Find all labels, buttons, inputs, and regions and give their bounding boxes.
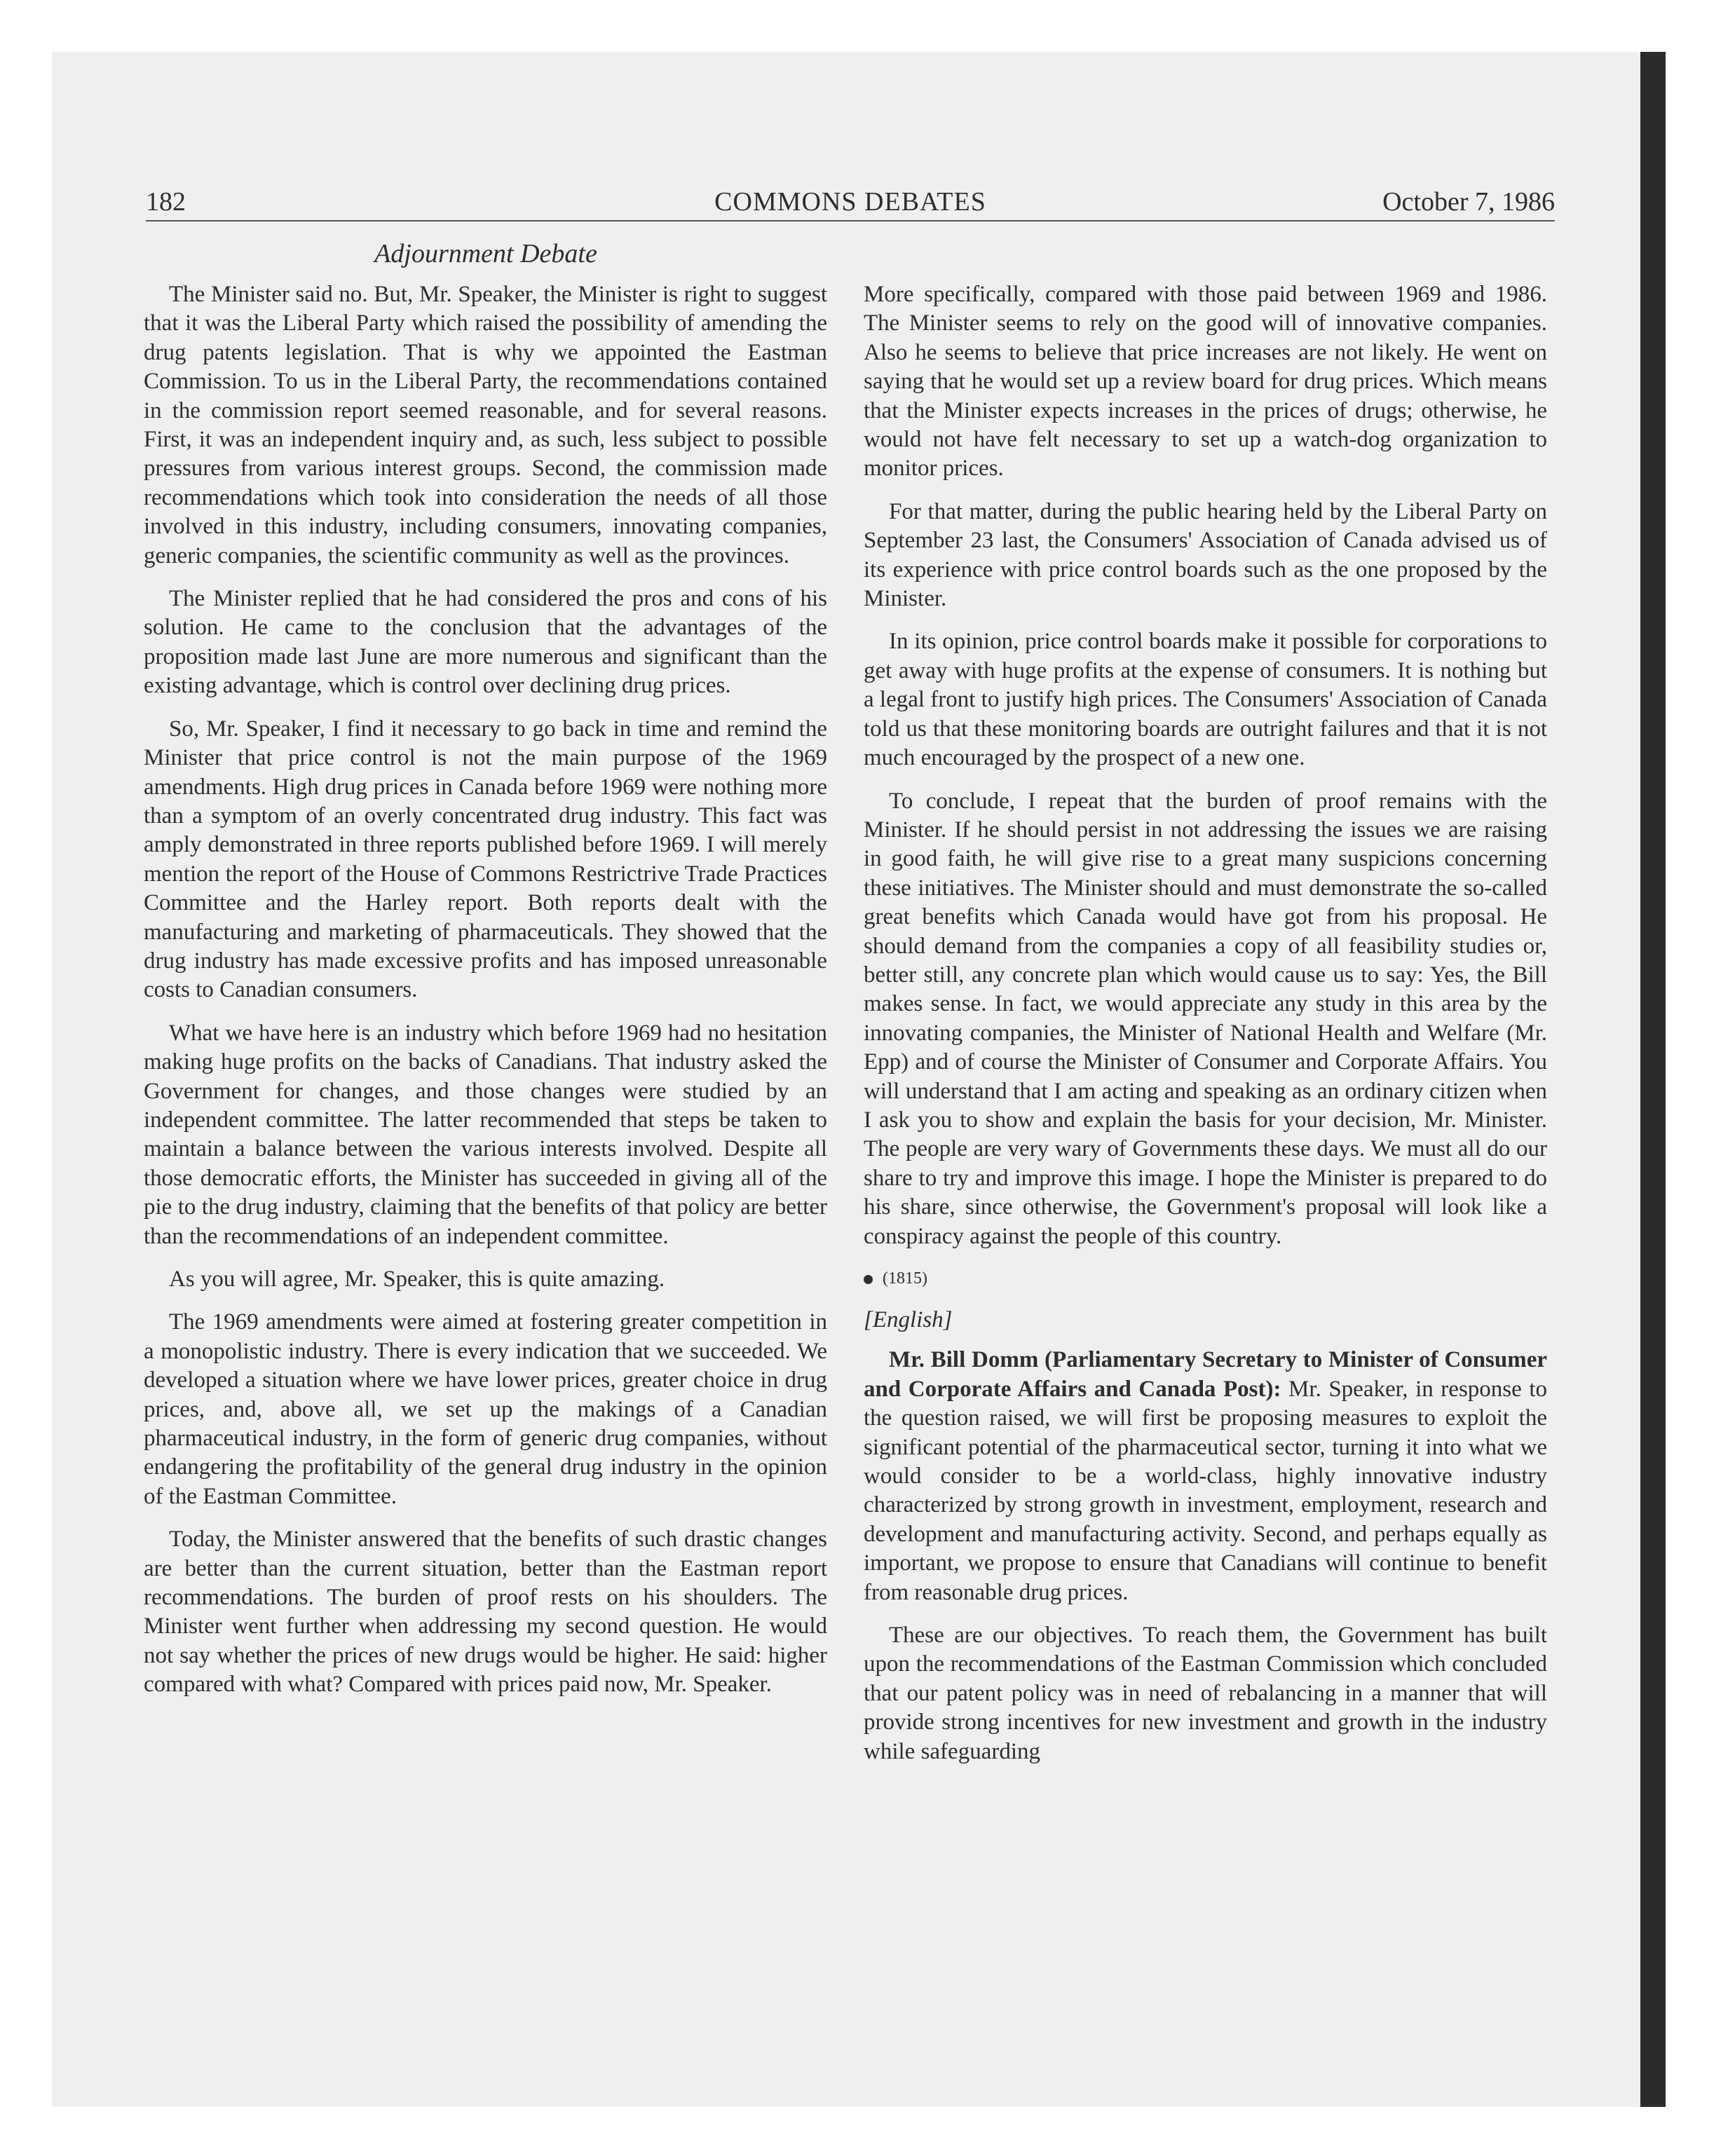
speaker-paragraph bbox=[864, 1346, 1547, 1607]
paragraph: The Minister replied that he had considered the pros and cons of his solution. He came to the conclusion that the advantages of the proposition made last June are more numerous and significant than the existing advantage, which is control over declining drug prices. bbox=[144, 586, 827, 699]
paragraph: The Minister said no. But, Mr. Speaker, the Minister is right to suggest that it was the Liberal Party which raised the possibility of amending the drug patents legislation. That is why we appointed the Eastman Commission. To us in the Liberal Party, the recommendations contained in the commission report seemed reasonable, and for several reasons. First, it was an independent inquiry and, as such, less subject to possible pressures from various interest groups. Second, the commission made recommendations which took into consideration the needs of all those involved in this industry, including consumers, innovating companies, generic companies, the scientific community as well as the provinces. bbox=[144, 282, 827, 568]
paragraph: These are our objectives. To reach them, the Government has built upon the recommendations of the Eastman Commission which concluded that our patent policy was in need of rebalancing in a manner that will provide strong incentives for new investment and growth in the industry while safeguarding bbox=[864, 1623, 1547, 1764]
page-header bbox=[146, 185, 1555, 221]
right-column bbox=[864, 280, 1547, 1780]
paragraph: Today, the Minister answered that the benefits of such drastic changes are better than the current situation, better than the Eastman report recommendations. The burden of proof rests on his shoulders. The Minister went further when addressing my second question. He would not say whether the prices of new drugs would be higher. He said: higher compared with what? Compared with prices paid now, Mr. Speaker. bbox=[144, 1527, 827, 1698]
page-date: October 7, 1986 bbox=[1382, 187, 1555, 217]
paragraph: As you will agree, Mr. Speaker, this is quite amazing. bbox=[169, 1267, 665, 1292]
paragraph: To conclude, I repeat that the burden of proof remains with the Minister. If he should persist in not addressing the issues we are raising in good faith, he will give rise to a great many suspicions concerning these initiatives. The Minister should and must demonstrate the so-called great benefits which Canada would have got from his proposal. He should demand from the companies a copy of all feasibility studies or, better still, any concrete plan which would cause us to say: Yes, the Bill makes sense. In fact, we would appreciate any study in this area by the innovating companies, the Minister of National Health and Welfare (Mr. Epp) and of course the Minister of Consumer and Corporate Affairs. You will understand that I am acting and speaking as an ordinary citizen when I ask you to show and explain the basis for your decision, Mr. Minister. The people are very wary of Governments these days. We must all do our share to try and improve this image. I hope the Minister is prepared to do his share, since otherwise, the Government's proposal will look like a conspiracy against the people of this country. bbox=[864, 788, 1547, 1249]
page-number: 182 bbox=[146, 187, 186, 217]
speaker-text: Mr. Speaker, in response to the question raised, we will first be proposing measures to exploit the significant potential of the pharmaceutical sector, turning it into what we would consider to be a world-class, highly innovative industry characterized by strong growth in investment, employment, research and development and manufacturing activity. Second, and perhaps equally as important, we propose to ensure that Canadians will continue to benefit from reasonable drug prices. bbox=[864, 1376, 1547, 1605]
paragraph: In its opinion, price control boards make it possible for corporations to get away with huge profits at the expense of consumers. It is nothing but a legal front to justify high prices. The Consumers' Association of Canada told us that these monitoring boards are outright failures and that it is not much encouraged by the prospect of a new one. bbox=[864, 629, 1547, 771]
time-marker bbox=[864, 1268, 1547, 1289]
speaker-name: Mr. Bill Domm (Parliamentary Secretary to Minister of Consumer and Corporate Affairs and Canada Post): bbox=[864, 1347, 1547, 1402]
publication-title: COMMONS DEBATES bbox=[714, 187, 986, 217]
section-title: Adjournment Debate bbox=[374, 239, 597, 268]
time-label: (1815) bbox=[883, 1269, 927, 1288]
paragraph: More specifically, compared with those paid between 1969 and 1986. The Minister seems to rely on the good will of innovative companies. Also he seems to believe that price increases are not likely. He went on saying that he would set up a review board for drug prices. Which means that the Minister expects increases in the prices of drugs; otherwise, he would not have felt necessary to set up a watch-dog organization to monitor prices. bbox=[864, 282, 1547, 482]
bullet-icon bbox=[864, 1275, 873, 1284]
paragraph: The 1969 amendments were aimed at fostering greater competition in a monopolistic industry. There is every indication that we succeeded. We developed a situation where we have lower prices, greater choice in drug prices, and, above all, we set up the makings of a Canadian pharmaceutical industry, in the form of generic drug companies, without endangering the profitability of the general drug industry in the opinion of the Eastman Committee. bbox=[144, 1309, 827, 1509]
language-tag: [English] bbox=[864, 1307, 953, 1332]
page-edge-shadow bbox=[1640, 52, 1666, 2107]
paragraph: So, Mr. Speaker, I find it necessary to go back in time and remind the Minister that price control is not the main purpose of the 1969 amendments. High drug prices in Canada before 1969 were nothing more than a symptom of an overly concentrated drug industry. This fact was amply demonstrated in three reports published before 1969. I will merely mention the report of the House of Commons Restrictrive Trade Practices Committee and the Harley report. Both reports dealt with the manufacturing and marketing of pharmaceuticals. They showed that the drug industry has made excessive profits and has imposed unreasonable costs to Canadian consumers. bbox=[144, 716, 827, 1003]
paragraph: What we have here is an industry which before 1969 had no hesitation making huge profits on the backs of Canadians. That industry asked the Government for changes, and those changes were studied by an independent committee. The latter recommended that steps be taken to maintain a balance between the various interests involved. Despite all those democratic efforts, the Minister has succeeded in giving all of the pie to the drug industry, claiming that the benefits of that policy are better than the recommendations of an independent committee. bbox=[144, 1020, 827, 1249]
left-column bbox=[144, 280, 827, 1714]
paragraph: For that matter, during the public hearing held by the Liberal Party on September 23 last, the Consumers' Association of Canada advised us of its experience with price control boards such as the one proposed by the Minister. bbox=[864, 498, 1547, 612]
